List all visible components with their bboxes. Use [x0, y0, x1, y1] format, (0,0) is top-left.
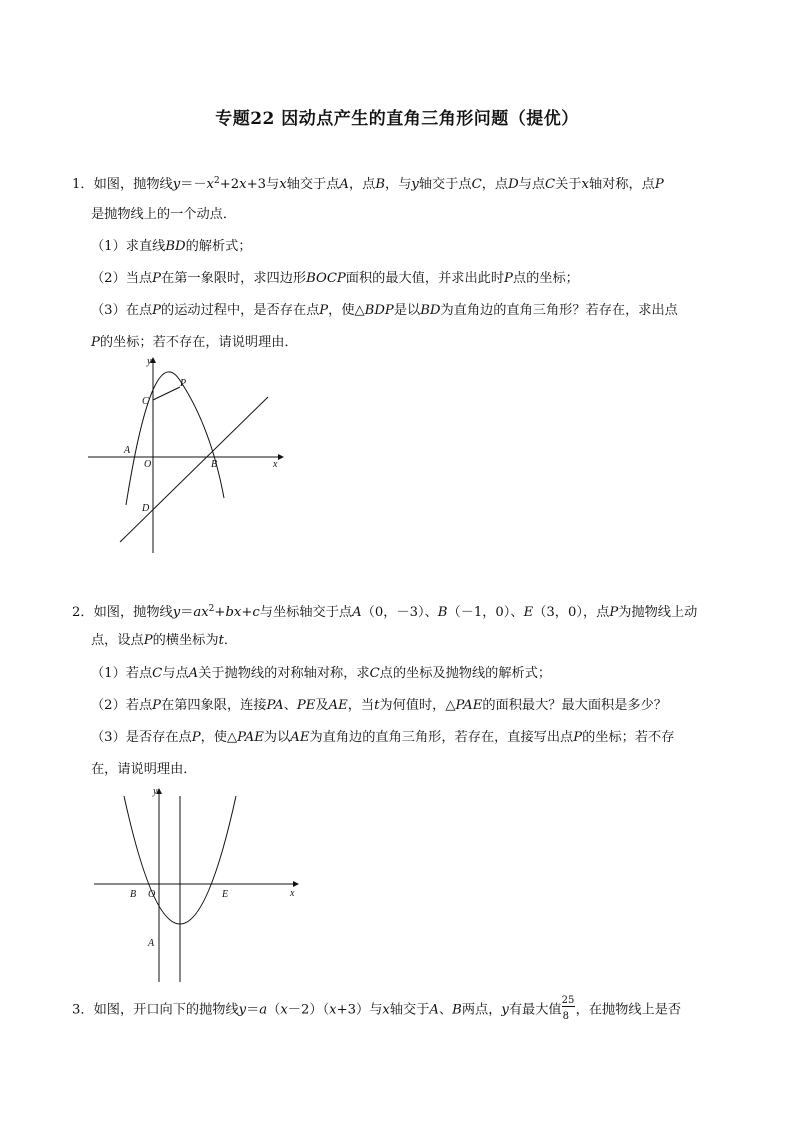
q2-line1 [72, 600, 697, 622]
text-fragment: （2）若点 [91, 698, 153, 713]
math-variable: P [143, 633, 153, 648]
text-fragment: ，使△ [328, 303, 365, 318]
text-fragment: 为直角边的直角三角形？若存在，求出点 [440, 303, 678, 318]
text-fragment: 、 [438, 1002, 453, 1018]
text-fragment: 的面积最大？最大面积是多少？ [482, 698, 667, 713]
text-fragment: 2．如图，抛物线 [72, 605, 173, 620]
q1-label-b: B [211, 459, 218, 470]
text-fragment: （ [267, 1002, 281, 1018]
q1-line1 [72, 172, 664, 194]
math-variable: PAE [237, 730, 264, 745]
text-fragment: 轴交于点 [286, 177, 340, 192]
math-variable: P [504, 271, 513, 286]
text-fragment: （1）若点 [91, 666, 153, 681]
q1-label-p: P [180, 378, 187, 389]
math-variable: A [352, 605, 362, 620]
q3-frac-num: 25 [561, 995, 575, 1006]
math-variable: C [471, 177, 482, 192]
q2-sub3a [91, 729, 674, 747]
text-fragment: 的坐标；若不存 [582, 730, 675, 745]
q3-frac-bar [562, 1006, 575, 1007]
q1-sub3a [91, 302, 678, 320]
math-variable: x [382, 1002, 390, 1018]
q1-segment-cp [153, 387, 180, 400]
q1-line2: 是抛物线上的一个动点． [91, 207, 237, 222]
text-fragment: ，当 [347, 698, 375, 713]
text-fragment: 的横坐标为 [152, 633, 219, 648]
text-fragment: 与点 [162, 666, 189, 681]
text-fragment: 点的坐标； [512, 271, 579, 286]
math-variable: t [374, 698, 380, 713]
math-variable: A [429, 1002, 439, 1018]
math-variable: PAE [455, 698, 483, 713]
text-fragment: 轴交于点 [418, 177, 472, 192]
text-fragment: 在第四象限，连接 [161, 698, 267, 713]
math-variable: P [609, 605, 619, 620]
q2-label-y: y [153, 786, 158, 797]
math-variable: x [280, 1002, 288, 1018]
text-fragment: ，使△ [200, 730, 238, 745]
math-variable: BDP [364, 303, 394, 318]
math-variable: B [375, 177, 386, 192]
q2-line2 [91, 632, 237, 650]
text-fragment: 的运动过程中，是否存在点 [161, 303, 320, 318]
text-fragment: （3，0），点 [533, 605, 610, 620]
text-fragment: +2 [219, 177, 240, 192]
text-fragment: 与坐标轴交于点 [259, 605, 353, 620]
text-fragment: （1）求直线 [91, 239, 166, 254]
text-fragment: 有最大值 [508, 1002, 562, 1018]
math-variable: c [252, 605, 260, 620]
page-title: 专题22 因动点产生的直角三角形问题（提优） [215, 109, 579, 129]
q3-line1 [72, 995, 682, 1022]
q2-figure [90, 782, 305, 987]
q2-label-b: B [130, 889, 137, 900]
q1-line-bd [120, 397, 268, 542]
text-fragment: 的坐标；若不存在，请说明理由． [99, 335, 298, 350]
math-variable: y [238, 1002, 247, 1018]
q1-x-arrow [278, 454, 284, 460]
q3-frac-den: 8 [562, 1011, 569, 1022]
text-fragment: 点，设点 [91, 633, 144, 648]
q1-parabola [126, 372, 224, 505]
math-variable: P [152, 271, 162, 286]
text-fragment: +3）与 [336, 1002, 383, 1018]
math-variable: P [573, 730, 583, 745]
q1-sub2 [91, 270, 579, 288]
math-variable: P [191, 730, 201, 745]
math-variable: x [239, 177, 247, 192]
math-variable: D [508, 177, 519, 192]
text-fragment: 轴对称，点 [588, 177, 655, 192]
math-variable: BOCP [306, 271, 346, 286]
text-fragment: + [214, 605, 226, 620]
text-fragment: ＝ [246, 1002, 260, 1018]
math-variable: C [369, 666, 380, 681]
q2-label-e: E [222, 889, 229, 900]
math-exponent: 2 [208, 604, 215, 614]
text-fragment: 与点 [518, 177, 546, 192]
q2-sub3b: 在，请说明理由． [91, 762, 197, 777]
q1-label-x: x [273, 459, 278, 470]
text-fragment: （0，－3）、 [361, 605, 438, 620]
math-variable: y [172, 177, 181, 192]
q2-label-o: O [148, 889, 156, 900]
text-fragment: 为以 [263, 730, 291, 745]
text-fragment: ，在抛物线上是否 [575, 1002, 682, 1018]
math-variable: AE [328, 698, 348, 713]
text-fragment: 的解析式； [185, 239, 252, 254]
text-fragment: 关于抛物线的对称轴对称，求 [198, 666, 370, 681]
q1-figure [88, 355, 288, 560]
text-fragment: + [241, 605, 253, 620]
math-variable: a [259, 1002, 268, 1018]
text-fragment: ，点 [481, 177, 509, 192]
math-variable: A [339, 177, 349, 192]
q2-label-a: A [148, 938, 155, 949]
text-fragment: 、 [283, 698, 297, 713]
q1-label-y: y [147, 356, 152, 367]
math-variable: P [319, 303, 329, 318]
math-variable: C [152, 666, 163, 681]
text-fragment: （3）是否存在点 [91, 730, 192, 745]
q3-fraction [561, 995, 576, 1022]
math-variable: A [188, 666, 199, 681]
math-variable: ax [193, 605, 209, 620]
math-variable: x [279, 177, 287, 192]
math-variable: x [329, 1002, 337, 1018]
text-fragment: 3．如图，开口向下的抛物线 [72, 1002, 239, 1018]
math-variable: AE [290, 730, 310, 745]
q1-label-c: C [142, 396, 149, 407]
math-variable: C [545, 177, 556, 192]
q1-label-a: A [124, 445, 131, 456]
text-fragment: 在第一象限时，求四边形 [161, 271, 307, 286]
math-variable: PE [296, 698, 316, 713]
q2-sub2 [91, 697, 667, 715]
text-fragment: ． [223, 633, 238, 648]
text-fragment: 轴交于 [389, 1002, 430, 1018]
text-fragment: 为直角边的直角三角形，若存在，直接写出点 [309, 730, 574, 745]
q1-sub3b [91, 334, 298, 352]
q1-label-o: O [144, 459, 152, 470]
math-variable: P [654, 177, 664, 192]
math-variable: PA [266, 698, 284, 713]
text-fragment: 两点， [461, 1002, 502, 1018]
math-variable: P [152, 303, 162, 318]
text-fragment: 关于 [555, 177, 582, 192]
math-variable: E [523, 605, 534, 620]
text-fragment: （2）当点 [91, 271, 153, 286]
math-variable: x [581, 177, 589, 192]
text-fragment: －2）（ [287, 1002, 330, 1018]
text-fragment: 为抛物线上动 [618, 605, 698, 620]
text-fragment: ，点 [348, 177, 376, 192]
math-variable: y [172, 605, 181, 620]
math-exponent: 2 [213, 176, 220, 186]
text-fragment: ＝ [180, 605, 194, 620]
math-variable: y [411, 177, 419, 192]
text-fragment: +3与 [246, 177, 280, 192]
text-fragment: ＝－ [180, 177, 207, 192]
math-variable: t [218, 633, 224, 648]
math-variable: y [501, 1002, 509, 1018]
text-fragment: 点的坐标及抛物线的解析式； [379, 666, 552, 681]
q1-label-d: D [142, 503, 150, 514]
math-variable: bx [225, 605, 242, 620]
text-fragment: 及 [315, 698, 329, 713]
text-fragment: 是以 [393, 303, 421, 318]
math-variable: x [206, 177, 214, 192]
text-fragment: 1．如图，抛物线 [72, 177, 173, 192]
math-variable: P [152, 698, 162, 713]
math-variable: BD [165, 239, 186, 254]
math-variable: P [91, 335, 100, 350]
text-fragment: （－1，0）、 [447, 605, 524, 620]
q2-x-arrow [293, 881, 299, 887]
text-fragment: ，与 [385, 177, 412, 192]
q2-sub1 [91, 665, 551, 683]
q2-label-x: x [290, 888, 295, 899]
math-variable: B [437, 605, 448, 620]
text-fragment: 面积的最大值，并求出此时 [345, 271, 505, 286]
q1-sub1 [91, 238, 252, 256]
math-variable: BD [420, 303, 441, 318]
text-fragment: 为何值时，△ [379, 698, 456, 713]
math-variable: B [452, 1002, 462, 1018]
text-fragment: （3）在点 [91, 303, 153, 318]
